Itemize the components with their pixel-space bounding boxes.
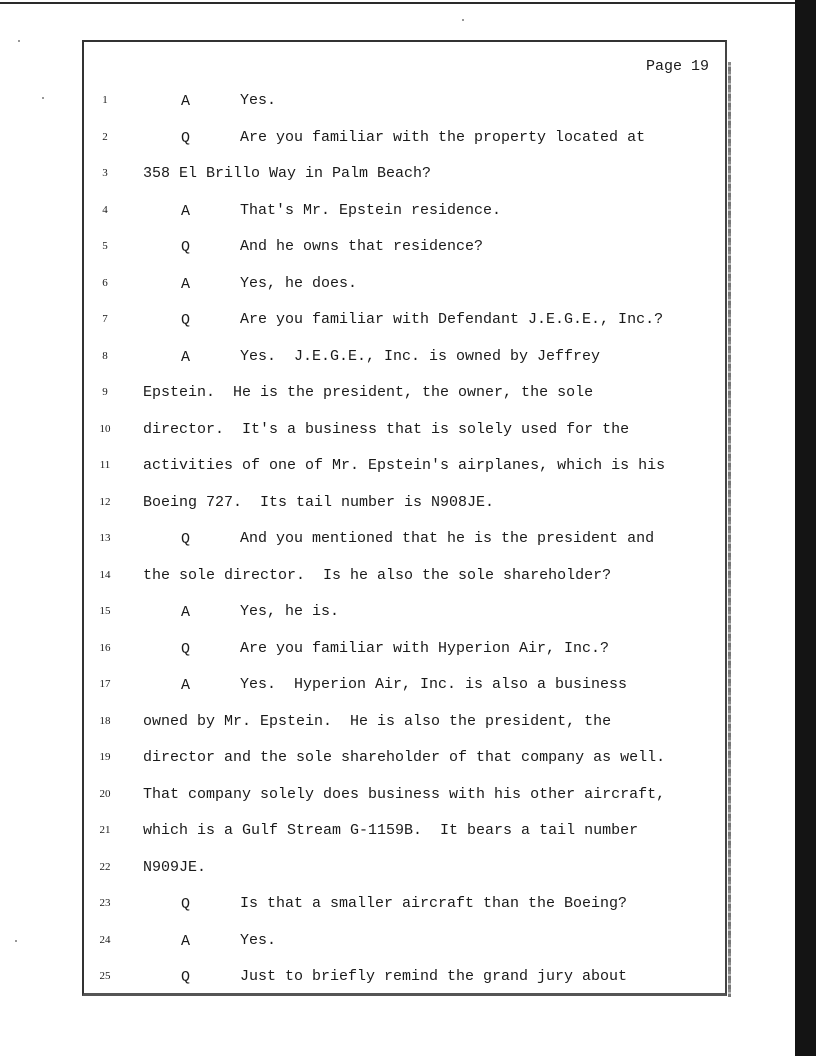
speaker-marker: Q	[181, 969, 191, 986]
line-text: Yes.	[240, 92, 277, 109]
line-number: 18	[99, 714, 111, 727]
speaker-marker: Q	[181, 312, 191, 329]
speaker-marker: A	[181, 604, 191, 621]
speaker-marker: A	[181, 275, 191, 293]
line-number: 8	[102, 349, 108, 362]
line-number: 12	[99, 495, 111, 508]
line-number: 22	[99, 860, 111, 873]
scan-top-rule	[0, 2, 795, 4]
line-text: 358 El Brillo Way in Palm Beach?	[143, 165, 432, 182]
line-text: Yes.	[240, 931, 277, 949]
line-text: Yes, he is.	[240, 603, 340, 620]
line-number: 11	[99, 459, 111, 471]
scan-edge-bar	[795, 0, 816, 1056]
line-number: 2	[102, 130, 108, 143]
speaker-marker: Q	[181, 531, 191, 548]
line-number: 23	[99, 897, 111, 909]
line-number: 6	[102, 276, 108, 289]
line-number: 10	[99, 422, 111, 435]
line-number: 19	[99, 751, 111, 763]
page-number: Page 19	[646, 58, 710, 75]
line-text: Just to briefly remind the grand jury about	[240, 968, 628, 985]
line-number: 5	[102, 240, 108, 252]
line-number: 17	[99, 678, 111, 690]
line-text: That company solely does business with his other aircraft,	[143, 785, 666, 803]
line-text: And you mentioned that he is the president and	[240, 530, 655, 547]
scan-speck	[15, 940, 17, 942]
line-text: Is that a smaller aircraft than the Boeing?	[240, 895, 628, 912]
line-number: 3	[102, 167, 108, 179]
speaker-marker: Q	[181, 129, 191, 147]
line-text: owned by Mr. Epstein. He is also the president, the	[143, 712, 612, 730]
line-number: 4	[102, 203, 108, 216]
line-number: 20	[99, 787, 111, 800]
scan-speck	[42, 97, 44, 99]
line-number: 1	[102, 94, 108, 106]
line-number: 16	[99, 641, 111, 654]
line-text: Boeing 727. Its tail number is N908JE.	[143, 493, 495, 511]
line-text: Yes, he does.	[240, 274, 358, 292]
line-number: 15	[99, 605, 111, 617]
line-number: 24	[99, 933, 111, 946]
line-number: 13	[99, 532, 111, 544]
line-text: That's Mr. Epstein residence.	[240, 201, 502, 219]
line-text: Are you familiar with the property located at	[240, 128, 646, 146]
speaker-marker: A	[181, 93, 191, 110]
speaker-marker: A	[181, 677, 191, 694]
line-text: director. It's a business that is solely used for the	[143, 420, 630, 438]
line-text: Yes. Hyperion Air, Inc. is also a business	[240, 676, 628, 693]
line-text: Epstein. He is the president, the owner, the sole	[143, 384, 594, 401]
line-text: director and the sole shareholder of that company as well.	[143, 749, 666, 766]
speaker-marker: Q	[181, 239, 191, 256]
line-number: 21	[99, 824, 111, 836]
line-text: activities of one of Mr. Epstein's airplanes, which is his	[143, 457, 666, 474]
line-text: which is a Gulf Stream G-1159B. It bears a tail number	[143, 822, 639, 839]
scan-speck	[18, 40, 20, 42]
line-number: 14	[99, 568, 111, 581]
line-number: 9	[102, 386, 108, 398]
line-text: Yes. J.E.G.E., Inc. is owned by Jeffrey	[240, 347, 601, 365]
speaker-marker: Q	[181, 896, 191, 913]
transcript-page-frame	[82, 40, 727, 996]
line-text: N909JE.	[143, 858, 207, 876]
line-number: 7	[102, 313, 108, 325]
line-text: Are you familiar with Defendant J.E.G.E., Inc.?	[240, 311, 664, 328]
speaker-marker: A	[181, 348, 191, 366]
speaker-marker: A	[181, 202, 191, 220]
scan-speck	[462, 19, 464, 21]
line-number: 25	[99, 970, 111, 982]
speaker-marker: A	[181, 932, 191, 950]
line-text: Are you familiar with Hyperion Air, Inc.?	[240, 639, 610, 657]
line-text: And he owns that residence?	[240, 238, 484, 255]
speaker-marker: Q	[181, 640, 191, 658]
line-text: the sole director. Is he also the sole shareholder?	[143, 566, 612, 584]
